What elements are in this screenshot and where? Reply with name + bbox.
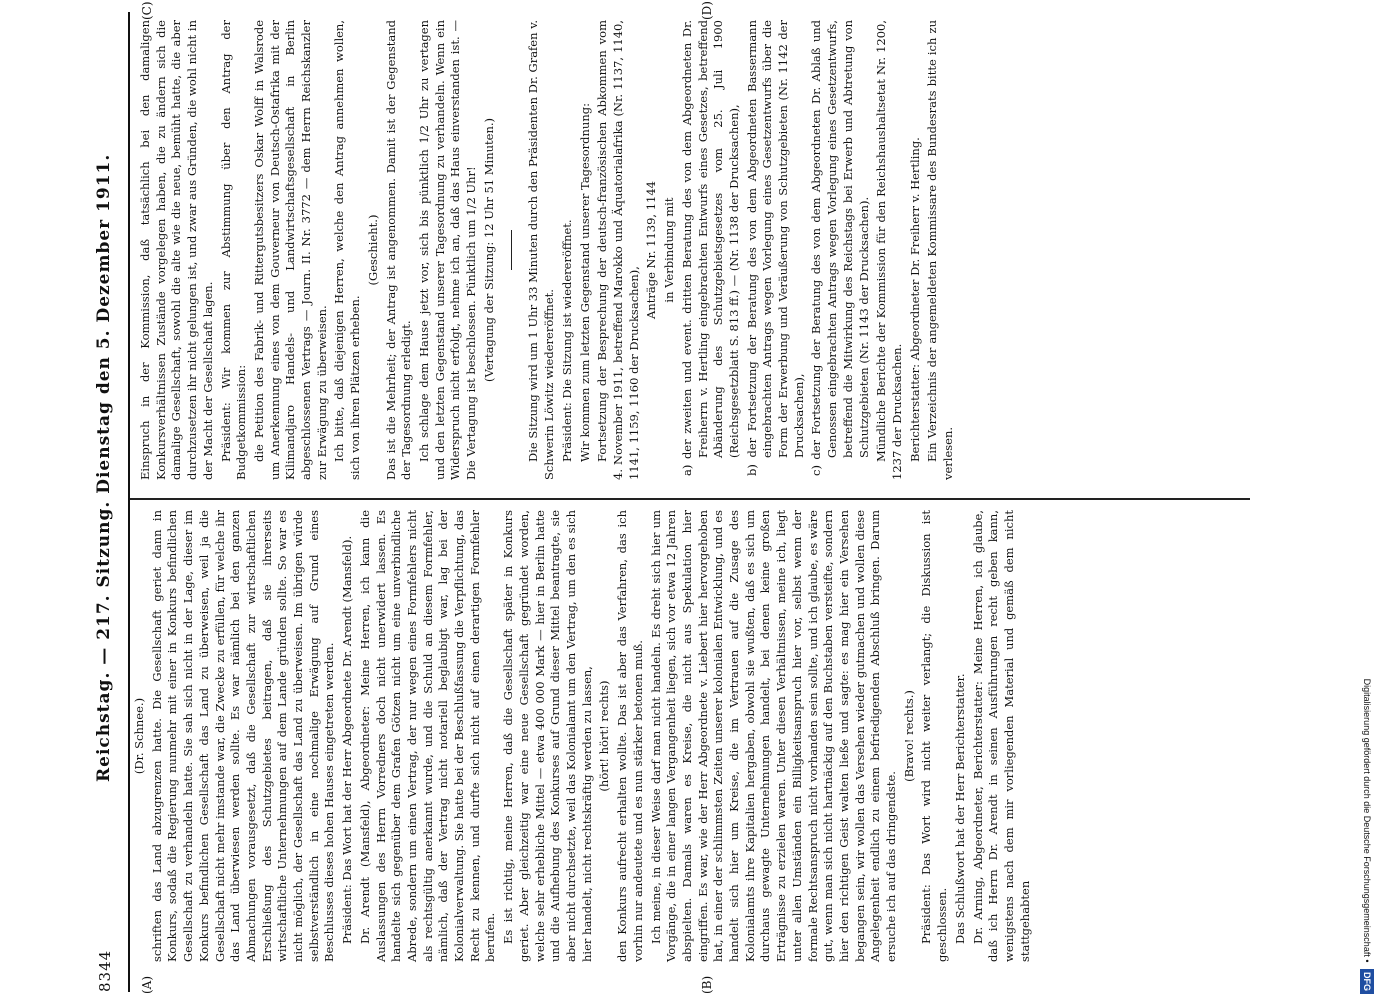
margin-marker-a: (A) [140, 975, 154, 994]
paragraph: Es ist richtig, meine Herren, daß die Gesellschaft später in Konkurs geriet. Aber gleichzeitig war eine neue Gesellschaft gegründet worden, welche sehr erhebliche Mittel — etwa 400 000 Mark — hier in Berlin hatte und die Aufhebung des Konkurses auf Grund dieser Mittel beantragte, sie aber nicht durchsetzte, weil das Kolonialamt um den Vertrag, um den es sich hier handelt, nicht rechtskräftig werden zu lassen, [501, 510, 594, 962]
paragraph: Präsident: Die Sitzung ist wiedereröffnet. [559, 219, 574, 462]
paragraph: (Dr. Schnee.) [132, 697, 146, 775]
page-header [88, 12, 130, 992]
paragraph: Präsident: Das Wort wird nicht weiter verlangt; die Diskussion ist geschlossen. [919, 510, 950, 962]
dfg-logo: DFG [1360, 969, 1374, 994]
paragraph: Das ist die Mehrheit; der Antrag ist angenommen. Damit ist der Gegenstand der Tagesordnung erledigt. [383, 20, 414, 480]
paragraph: schriften das Land abzugrenzen hatte. Die Gesellschaft geriet dann in Konkurs, sodaß die Regierung nunmehr mit einer in Konkurs befindlichen Gesellschaft zu verhandeln hatte. Sie sah sich nicht in der Lage, dieser im Konkurs befindlichen Gesellschaft das Land zu überweisen, weil ja die Gesellschaft nicht mehr imstande war, die Zwecke zu erfüllen, für welche ihr das Land überwiesen werden sollte. Es war nämlich bei den ganzen Abmachungen vorausgesetzt, daß die Gesellschaft zur wirtschaftlichen Erschließung des Schutzgebietes beitragen, daß sie ihrerseits wirtschaftliche Unternehmungen auf dem Lande gründen sollte. So war es nicht möglich, der Gesellschaft das Land zu überweisen. Im übrigen würde selbstverständlich in eine nochmalige Erwägung auf Grund eines Beschlusses dieses hohen Hauses eingetreten werden. [149, 510, 337, 962]
paragraph: (hört! hört! rechts) [597, 680, 612, 792]
paragraph: Die Sitzung wird um 1 Uhr 33 Minuten durch den Präsidenten Dr. Grafen v. Schwerin Löwitz wiedereröffnet. [526, 20, 557, 480]
paragraph: (Vertagung der Sitzung: 12 Uhr 51 Minuten.) [481, 117, 496, 383]
paragraph: c) der Fortsetzung der Beratung des von dem Abgeordneten Dr. Ablaß und Genossen eingebrachten Antrags wegen Vorlegung eines Gesetzentwurfs, betreffend die Mitwirkung des Reichstags bei Erwerb und Abtretung von Schutzgebieten (Nr. 1143 der Drucksachen). [809, 20, 871, 476]
section-rule [511, 230, 512, 270]
paragraph: Ein Verzeichnis der angemeldeten Kommissare des Bundesrats bitte ich zu verlesen. [925, 20, 956, 480]
paragraph: Ich meine, in dieser Weise darf man nicht handeln. Es dreht sich hier um Vorgänge, die in einer langen Vergangenheit liegen, sich vor etwa 12 Jahren abspielten. Damals waren es Kreise, die nicht aus Spekulation hier eingriffen. Es war, wie der Herr Abgeordnete v. Liebert hier hervorgehoben hat, in einer der schlimmsten Zeiten unserer kolonialen Entwicklung, und es handelt sich hier um Kreise, die im Vertrauen auf die Zusage des Kolonialamts ihre Kapitalien hergaben, obwohl sie wußten, daß es sich um durchaus gewagte Unternehmungen handelt, bei denen keine großen Erträgnisse zu erzielen waren. Unter diesen Verhältnissen, meine ich, liegt unter allen Umständen ein Billigkeitsanspruch hier vor, selbst wenn der formale Rechtsanspruch nicht vorhanden sein sollte, und ich glaube, es wäre gut, wenn man sich nicht hartnäckig auf den Buchstaben versteifte, sondern hier den richtigen Geist walten ließe und sagte: es mag hier ein Versehen begangen sein, wir wollen das Versehen wieder gutmachen und wollen diese Angelegenheit endlich zu einem befriedigenden Abschluß bringen. Darum ersuche ich auf das dringendste. [648, 510, 899, 962]
paragraph: (Geschieht.) [365, 214, 380, 286]
margin-marker-d: (D) [700, 1, 714, 20]
paragraph: Wir kommen zum letzten Gegenstand unserer Tagesordnung: [577, 103, 592, 462]
paragraph: Mündliche Berichte der Kommission für den Reichshaushaltsetat Nr. 1200, 1237 der Drucksachen. [874, 20, 904, 480]
paragraph: b) der Fortsetzung der Beratung des von dem Abgeordneten Bassermann eingebrachten Antrags wegen Vorlegung eines Gesetzentwurfs über die Form der Erwerbung und Veräußerung von Schutzgebieten (Nr. 1142 der Drucksachen), [744, 20, 806, 476]
document-page [60, 0, 1360, 1000]
left-column [132, 510, 1035, 962]
digitization-credit [1358, 6, 1376, 994]
paragraph: Präsident: Wir kommen zur Abstimmung über den Antrag der Budgetkommission: [218, 20, 249, 480]
credit-text: Digitalisierung gefördert durch die Deutsche Forschungsgemeinschaft • [1362, 678, 1372, 963]
paragraph: Anträge Nr. 1139, 1144 [644, 181, 659, 319]
paragraph: Ich bitte, daß diejenigen Herren, welche den Antrag annehmen wollen, sich von ihren Plätzen erheben. [332, 20, 363, 480]
paragraph: die Petition des Fabrik- und Rittergutsbesitzers Oskar Wolff in Walsrode um Anerkennung eines von dem Gouverneur von Deutsch-Ostafrika mit der Kilimandjaro Handels- und Landwirtschaftsgesellschaft in Berlin abgeschlossenen Vertrags — Journ. II. Nr. 3772 — dem Herrn Reichskanzler zur Erwägung zu überweisen. [251, 20, 329, 480]
margin-marker-c: (C) [140, 1, 154, 20]
right-column [138, 20, 959, 480]
page-number: 8344 [96, 949, 114, 992]
paragraph: in Verbindung mit [662, 197, 677, 303]
paragraph: (Bravo! rechts.) [901, 690, 916, 782]
paragraph: Präsident: Das Wort hat der Herr Abgeordnete Dr. Arendt (Mansfeld). [340, 535, 355, 944]
paragraph: Das Schlußwort hat der Herr Berichterstatter. [952, 673, 967, 944]
paragraph: den Konkurs aufrecht erhalten wollte. Das ist aber das Verfahren, das ich vorhin nur andeutete und es nun stärker betonen muß. [615, 510, 645, 962]
page-title: Reichstag. — 217. Sitzung. Dienstag den 5. Dezember 1911. [94, 153, 114, 782]
paragraph: a) der zweiten und event. dritten Beratung des von dem Abgeordneten Dr. Freiherrn v. Hertling eingebrachten Entwurfs eines Gesetzes, betreffend Abänderung des Schutzgebietsgesetzes vom 25. Juli 1900 (Reichsgesetzblatt S. 813 ff.) — (Nr. 1138 der Drucksachen), [679, 20, 741, 476]
paragraph: Fortsetzung der Besprechung der deutsch-französischen Abkommen vom 4. November 1911, betreffend Marokko und Äquatorialafrika (Nr. 1137, 1140, 1141, 1159, 1160 der Drucksachen), [595, 20, 641, 480]
paragraph: Einspruch in der Kommission, daß tatsächlich bei den damaligen Konkursverhältnissen Zustände vorgelegen haben, die zu ändern sich die damalige Gesellschaft, sowohl die alte wie die neue, bemüht hatte, die aber durchzusetzen ihr nicht gelungen ist, und zwar aus Gründen, die wohl nicht in der Macht der Gesellschaft lagen. [138, 20, 215, 480]
paragraph: Dr. Arendt (Mansfeld), Abgeordneter: Meine Herren, ich kann die Auslassungen des Herrn Vorredners doch nicht unerwidert lassen. Es handelte sich gegenüber dem Grafen Götzen nicht um eine unverbindliche Abrede, sondern um einen Vertrag, der nur wegen eines Formfehlers nicht als rechtsgültig anerkannt wurde, und die Schuld an diesem Formfehler, nämlich, daß der Vertrag nicht notariell beglaubigt war, lag bei der Kolonialverwaltung. Sie hatte bei der Beschlußfassung die Verpflichtung, das Recht zu kennen, und durfte sich nicht auf einen derartigen Formfehler berufen. [357, 510, 498, 962]
paragraph: Berichterstatter: Abgeordneter Dr. Freiherr v. Hertling. [907, 137, 922, 462]
column-divider [130, 498, 1250, 500]
paragraph: Dr. Arning, Abgeordneter, Berichterstatter: Meine Herren, ich glaube, daß ich Herrn Dr. Arendt in seinen Ausführungen recht geben kann, wenigstens nach dem mir vorliegenden Material und gemäß dem nicht stattgehabten [970, 510, 1032, 962]
paragraph: Ich schlage dem Hause jetzt vor, sich bis pünktlich 1/2 Uhr zu vertagen und den letzten Gegenstand unserer Tagesordnung zu verhandeln. Wenn ein Widerspruch nicht erfolgt, nehme ich an, daß das Haus einverstanden ist. — Die Vertagung ist beschlossen. Pünktlich um 1/2 Uhr! [416, 20, 479, 480]
margin-marker-b: (B) [700, 975, 714, 994]
